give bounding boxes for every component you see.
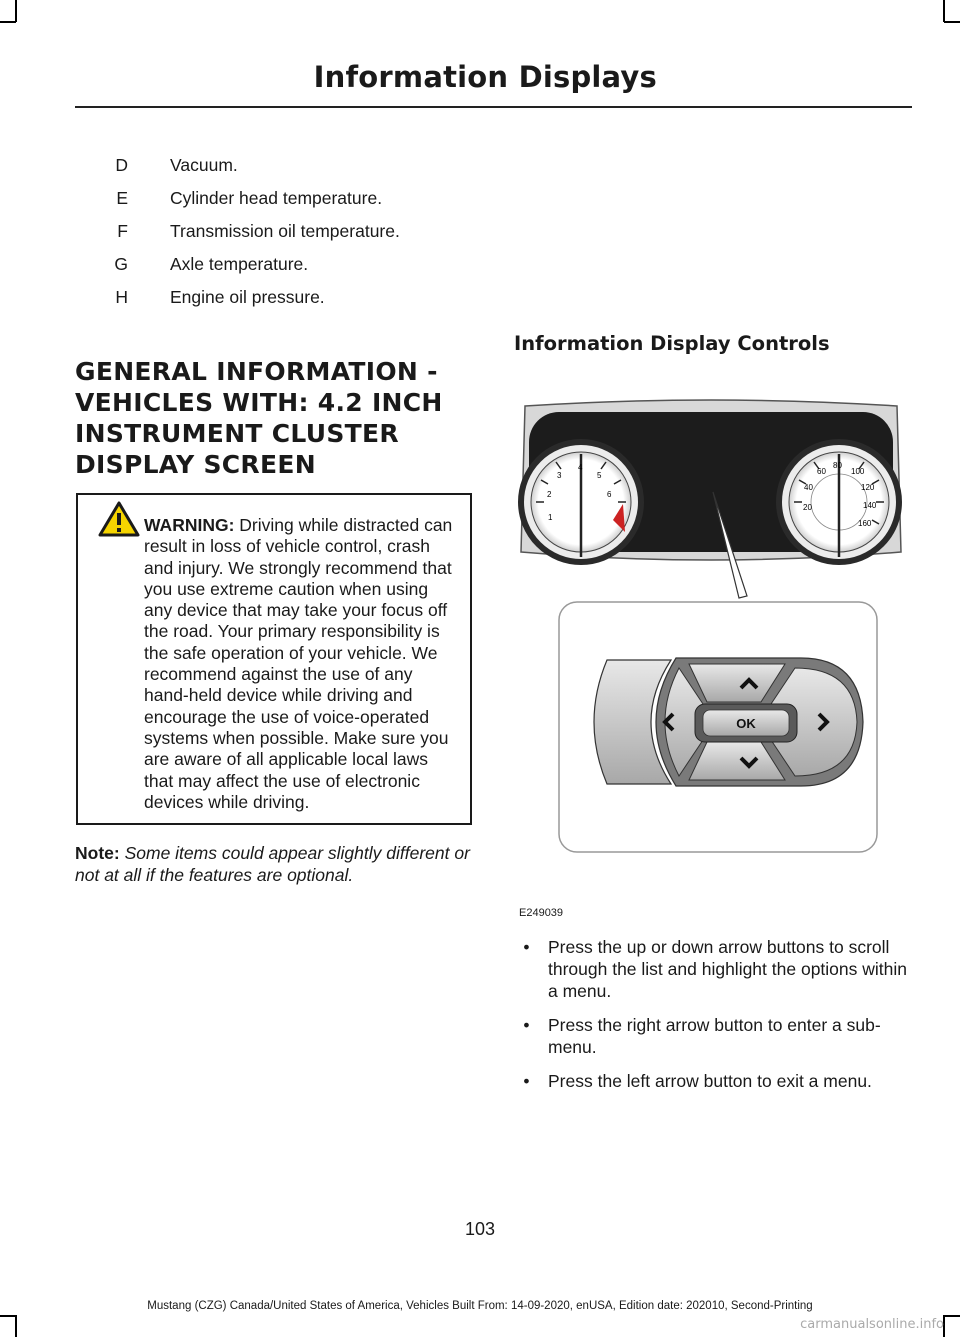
- crop-mark: [0, 21, 16, 23]
- definition-letter: E: [116, 188, 128, 208]
- warning-box: [76, 493, 472, 825]
- right-gauge-tick-label: 140: [863, 501, 877, 510]
- left-gauge-tick-label: 2: [547, 490, 552, 499]
- bullet-item: [505, 1070, 910, 1092]
- crop-mark: [944, 1315, 960, 1317]
- page-number: 103: [464, 1219, 496, 1239]
- left-gauge-tick-label: 4: [578, 463, 583, 472]
- bullet-text: Press the up or down arrow buttons to scroll through the list and highlight the options within a menu.: [548, 937, 907, 1001]
- page-title: Information Displays: [313, 60, 657, 94]
- watermark: carmanualsonline.info: [800, 1317, 944, 1332]
- right-gauge-tick-label: 60: [817, 467, 826, 476]
- right-gauge-tick-label: 160: [858, 519, 872, 528]
- right-gauge-tick-label: 40: [804, 483, 813, 492]
- definition-text: Transmission oil temperature.: [170, 221, 400, 241]
- definition-row: [75, 287, 495, 320]
- bullet-text: Press the left arrow button to exit a menu.: [548, 1071, 872, 1091]
- left-gauge-tick-label: 1: [548, 513, 553, 522]
- header-rule: [75, 106, 912, 108]
- crop-mark: [15, 0, 17, 22]
- definition-text: Engine oil pressure.: [170, 287, 325, 307]
- right-gauge-tick-label: 100: [851, 467, 865, 476]
- crop-mark: [15, 1315, 17, 1337]
- definition-letter: H: [115, 287, 128, 307]
- bullet-marker: •: [523, 1015, 530, 1035]
- warning-text: Driving while distracted can result in loss of vehicle control, crash and injury. We strongly recommend that you use extreme caution when using any device that may take your focus off the road. Your primary responsibility is the safe operation of your vehicle. We recommend against the use of any hand-held device while driving and encourage the use of voice-operated systems when possible. Make sure you are aware of all applicable local laws that may affect the use of electronic devices while driving.: [144, 515, 453, 812]
- ok-button[interactable]: [695, 704, 797, 742]
- warning-label: WARNING:: [144, 515, 235, 535]
- definition-row: [75, 188, 495, 221]
- definition-text: Axle temperature.: [170, 254, 309, 274]
- bullet-text: Press the right arrow button to enter a sub-menu.: [548, 1015, 881, 1057]
- right-gauge-tick-label: 120: [861, 483, 875, 492]
- bullet-list: [505, 936, 910, 1104]
- crop-mark: [0, 1315, 16, 1317]
- definition-list: [75, 155, 495, 320]
- left-gauge-tick-label: 5: [597, 471, 602, 480]
- note: [75, 843, 470, 886]
- definition-letter: D: [115, 155, 128, 175]
- left-gauge-tick-label: 3: [557, 471, 562, 480]
- definition-text: Vacuum.: [170, 155, 238, 175]
- crop-mark: [943, 0, 945, 22]
- warning-triangle-icon: [98, 501, 140, 537]
- figure-code: E249039: [519, 907, 564, 919]
- bullet-marker: •: [523, 1071, 530, 1091]
- cluster-controls-figure: [511, 392, 911, 872]
- bullet-item: [505, 936, 910, 1002]
- left-gauge-tick-label: 6: [607, 490, 612, 499]
- controls-heading: Information Display Controls: [514, 332, 830, 355]
- bullet-item: [505, 1014, 910, 1058]
- definition-letter: F: [117, 221, 128, 241]
- ok-button-label: OK: [736, 716, 756, 731]
- right-gauge-tick-label: 20: [803, 503, 812, 512]
- section-heading: GENERAL INFORMATION - VEHICLES WITH: 4.2 INCH INSTRUMENT CLUSTER DISPLAY SCREEN: [75, 357, 443, 479]
- definition-row: [75, 155, 495, 188]
- definition-letter: G: [114, 254, 128, 274]
- footer-text: Mustang (CZG) Canada/United States of America, Vehicles Built From: 14-09-2020, enUSA, Edition date: 202010, Second-Printing: [147, 1300, 813, 1312]
- definition-row: [75, 221, 495, 254]
- definition-row: [75, 254, 495, 287]
- note-text: Some items could appear slightly different or not at all if the features are optional.: [75, 843, 470, 885]
- note-label: Note:: [75, 843, 120, 863]
- crop-mark: [944, 21, 960, 23]
- definition-text: Cylinder head temperature.: [170, 188, 383, 208]
- right-gauge: [779, 442, 899, 562]
- left-gauge: [521, 442, 641, 562]
- bullet-marker: •: [523, 937, 530, 957]
- instrument-cluster: [521, 400, 901, 562]
- right-gauge-tick-label: 80: [833, 461, 842, 470]
